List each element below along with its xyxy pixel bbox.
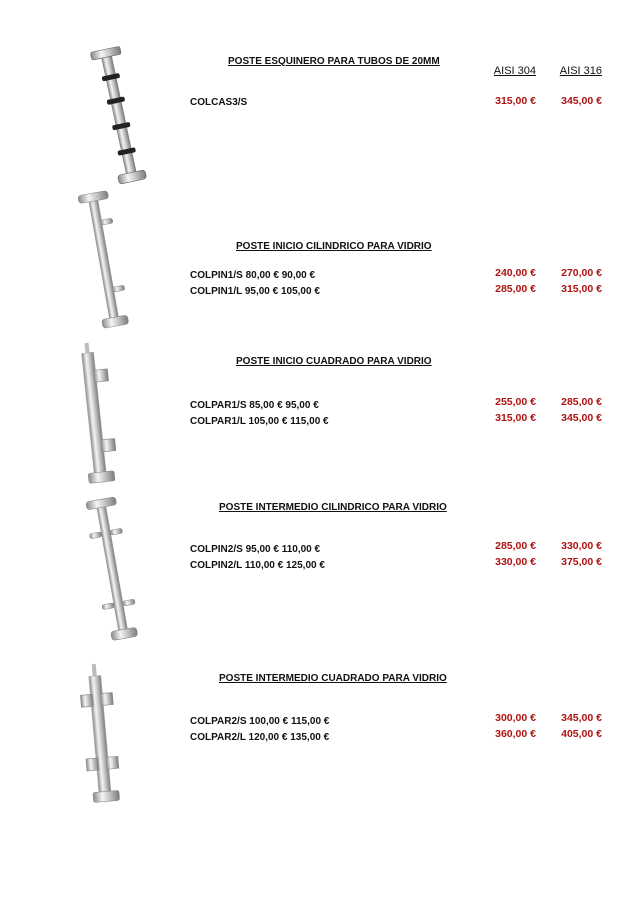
product-title: POSTE INICIO CUADRADO PARA VIDRIO — [236, 356, 432, 367]
product-codes — [190, 268, 320, 300]
header-aisi-316: AISI 316 — [559, 65, 602, 77]
product-title: POSTE INTERMEDIO CILINDRICO PARA VIDRIO — [219, 502, 447, 513]
price-line: 345,00 € — [561, 412, 602, 424]
product-title: POSTE ESQUINERO PARA TUBOS DE 20MM — [228, 56, 440, 67]
price-aisi-304 — [495, 93, 536, 109]
price-line: 240,00 € — [495, 267, 536, 279]
code-line: COLPAR1/S 85,00 € 95,00 € — [190, 400, 319, 411]
code-line: COLPAR1/L 105,00 € 115,00 € — [190, 416, 329, 427]
price-line: 360,00 € — [495, 728, 536, 740]
price-line: 330,00 € — [561, 540, 602, 552]
price-line: 300,00 € — [495, 712, 536, 724]
price-line: 255,00 € — [495, 396, 536, 408]
price-aisi-304 — [495, 538, 536, 570]
code-line: COLPAR2/S 100,00 € 115,00 € — [190, 716, 330, 727]
price-line: 270,00 € — [561, 267, 602, 279]
square-start-post-image — [78, 338, 158, 488]
product-codes — [190, 542, 325, 574]
product-codes — [190, 95, 247, 111]
price-line: 315,00 € — [495, 95, 536, 107]
price-line: 345,00 € — [561, 95, 602, 107]
price-line: 285,00 € — [495, 540, 536, 552]
price-line: 315,00 € — [561, 283, 602, 295]
code-line: COLPIN2/L 110,00 € 125,00 € — [190, 560, 325, 571]
code-line: COLPIN1/S 80,00 € 90,00 € — [190, 270, 316, 281]
price-line: 285,00 € — [561, 396, 602, 408]
price-aisi-304 — [495, 265, 536, 297]
code-line: COLCAS3/S — [190, 97, 248, 108]
price-line: 375,00 € — [561, 556, 602, 568]
code-line: COLPIN1/L 95,00 € 105,00 € — [190, 286, 320, 297]
price-line: 330,00 € — [495, 556, 536, 568]
price-line: 405,00 € — [561, 728, 602, 740]
price-line: 285,00 € — [495, 283, 536, 295]
price-aisi-304 — [495, 394, 536, 426]
corner-post-image — [88, 45, 158, 190]
price-aisi-316 — [561, 265, 602, 297]
cylindrical-intermediate-post-image — [70, 490, 160, 650]
product-codes — [190, 398, 329, 430]
code-line: COLPAR2/L 120,00 € 135,00 € — [190, 732, 330, 743]
cylindrical-start-post-image — [65, 188, 145, 333]
square-intermediate-post-image — [80, 660, 160, 810]
product-codes — [190, 714, 329, 746]
price-aisi-316 — [561, 710, 602, 742]
price-line: 315,00 € — [495, 412, 536, 424]
price-aisi-304 — [495, 710, 536, 742]
product-title: POSTE INICIO CILINDRICO PARA VIDRIO — [236, 241, 432, 252]
price-aisi-316 — [561, 93, 602, 109]
product-title: POSTE INTERMEDIO CUADRADO PARA VIDRIO — [219, 673, 447, 684]
price-aisi-316 — [561, 538, 602, 570]
header-aisi-304: AISI 304 — [493, 65, 536, 77]
price-line: 345,00 € — [561, 712, 602, 724]
price-aisi-316 — [561, 394, 602, 426]
code-line: COLPIN2/S 95,00 € 110,00 € — [190, 544, 321, 555]
